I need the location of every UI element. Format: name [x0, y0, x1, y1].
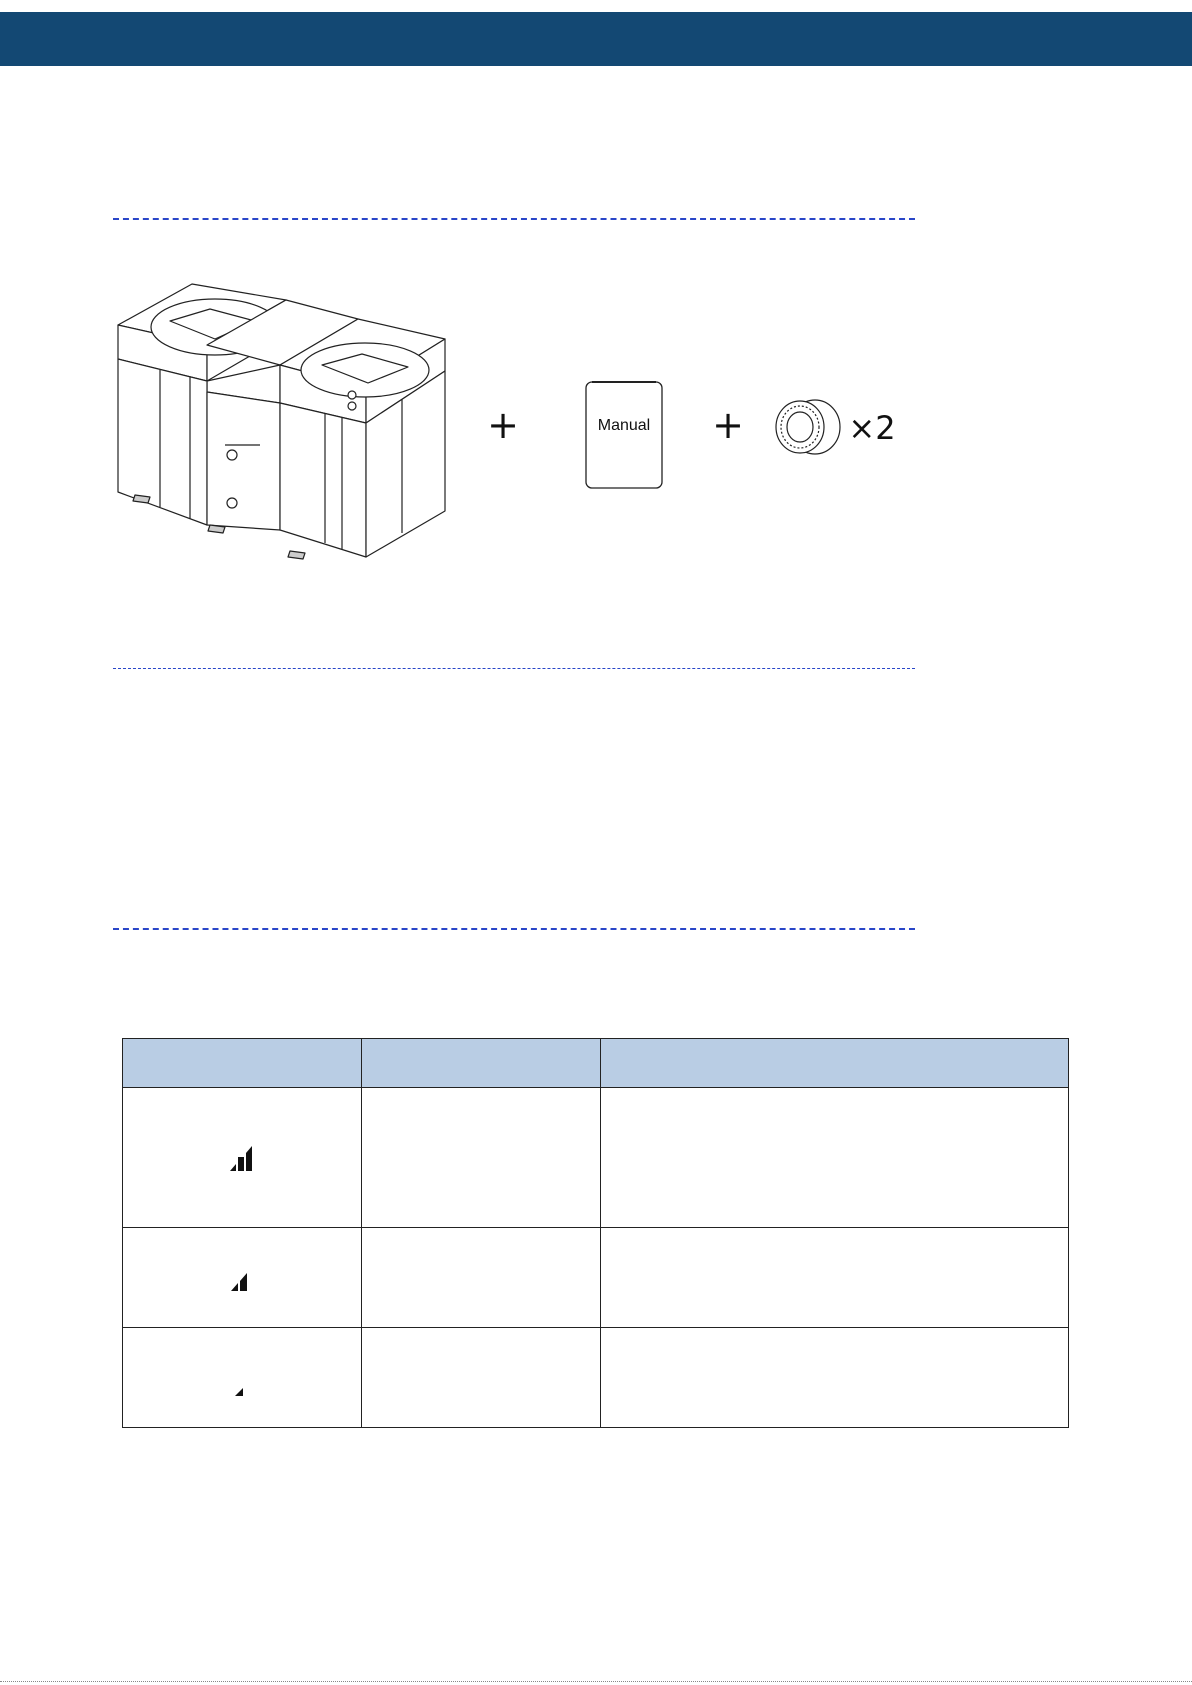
table-row [123, 1228, 1069, 1328]
table-header-cell [601, 1039, 1069, 1088]
plus-sign: + [712, 403, 744, 447]
table-cell [601, 1328, 1069, 1428]
table-header-cell [123, 1039, 362, 1088]
signal-strong-icon [227, 1143, 257, 1173]
quantity-label: ×2 [848, 409, 896, 447]
table-header-cell [362, 1039, 601, 1088]
section-divider-2 [113, 668, 915, 669]
manual-label: Manual [597, 417, 651, 434]
magnetic-ring-icon [776, 400, 840, 454]
table-cell [601, 1228, 1069, 1328]
signal-weak-icon [227, 1358, 257, 1398]
table-cell [123, 1088, 362, 1228]
table-cell [362, 1088, 601, 1228]
table-cell [362, 1328, 601, 1428]
outdoor-unit-illustration [118, 284, 445, 559]
signal-medium-icon [227, 1263, 257, 1293]
table-row [123, 1088, 1069, 1228]
table-cell [362, 1228, 601, 1328]
table-row [123, 1328, 1069, 1428]
plus-sign: + [487, 403, 519, 447]
table-cell [601, 1088, 1069, 1228]
header-bar [0, 12, 1192, 66]
table-cell [123, 1328, 362, 1428]
table-cell [123, 1228, 362, 1328]
accessories-figure [110, 275, 930, 565]
table-header-row [123, 1039, 1069, 1088]
signal-strength-table [122, 1038, 1069, 1428]
section-divider-1 [113, 218, 915, 220]
manual-booklet-icon [586, 382, 662, 488]
section-divider-3 [113, 928, 915, 930]
footer-divider [0, 1681, 1192, 1682]
